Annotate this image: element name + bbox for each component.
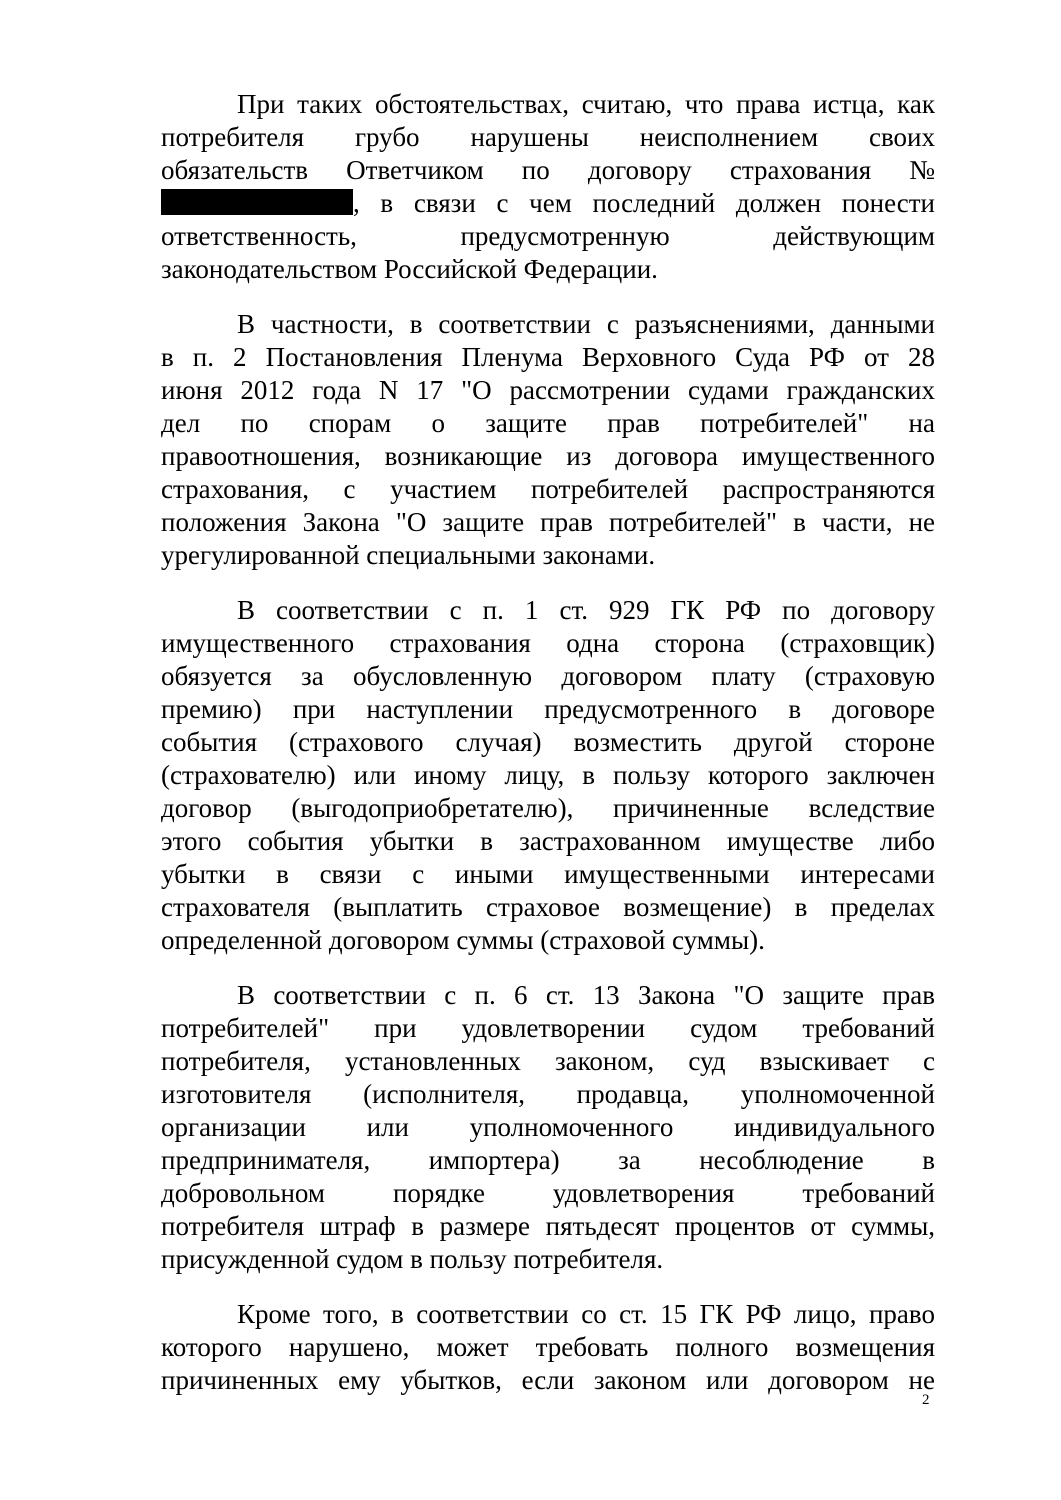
text-line: потребителя грубо нарушены неисполнением своих (161, 122, 935, 152)
text-line: этого события убытки в застрахованном имуществе либо (161, 826, 935, 856)
text-line: дел по спорам о защите прав потребителей" на (161, 408, 935, 438)
text-line: (страхователю) или иному лицу, в пользу которого заключен (161, 760, 935, 790)
text-line: договор (выгодоприобретателю), причиненные вследствие (161, 793, 935, 823)
text-line-with-redaction (161, 187, 935, 220)
text-line: причиненных ему убытков, если законом или договором не (161, 1365, 935, 1395)
paragraph-2 (161, 308, 935, 572)
text-line: потребителя, установленных законом, суд взыскивает с (161, 1046, 935, 1076)
paragraph-4 (161, 979, 935, 1276)
text-line: в п. 2 Постановления Пленума Верховного Суда РФ от 28 (161, 342, 935, 372)
text-line: добровольном порядке удовлетворения требований (161, 1178, 935, 1208)
text-line: страхования, с участием потребителей распространяются (161, 474, 935, 504)
text-line: июня 2012 года N 17 "О рассмотрении судами гражданских (161, 375, 935, 405)
page-number: 2 (922, 1392, 930, 1408)
text-line: В соответствии с п. 1 ст. 929 ГК РФ по договору (237, 595, 935, 625)
text-line: организации или уполномоченного индивидуального (161, 1112, 935, 1142)
text-line: страхователя (выплатить страховое возмещение) в пределах (161, 892, 935, 922)
document-body (161, 88, 935, 1419)
text-line: имущественного страхования одна сторона (страховщик) (161, 628, 935, 658)
text-line: изготовителя (исполнителя, продавца, уполномоченной (161, 1079, 935, 1109)
text-line: урегулированной специальными законами. (161, 540, 656, 570)
text-line: определенной договором суммы (страховой суммы). (161, 925, 765, 955)
paragraph-3 (161, 594, 935, 957)
redacted-contract-number (161, 189, 353, 215)
text-line: обязуется за обусловленную договором плату (страховую (161, 661, 935, 691)
text-line: потребителя штраф в размере пятьдесят процентов от суммы, (161, 1211, 935, 1241)
text-line: события (страхового случая) возместить другой стороне (161, 727, 935, 757)
text-line: При таких обстоятельствах, считаю, что права истца, как (237, 89, 935, 119)
text-line: присужденной судом в пользу потребителя. (161, 1244, 664, 1274)
paragraph-1 (161, 88, 935, 286)
text-line: положения Закона "О защите прав потребителей" в части, не (161, 507, 935, 537)
text-line: законодательством Российской Федерации. (161, 254, 658, 284)
text-line: убытки в связи с иными имущественными интересами (161, 859, 935, 889)
text-line: обязательств Ответчиком по договору страхования № (161, 155, 935, 185)
text-line: предпринимателя, импортера) за несоблюдение в (161, 1145, 935, 1175)
text-line: ответственность, предусмотренную действующим (161, 221, 935, 251)
text-line: потребителей" при удовлетворении судом требований (161, 1013, 935, 1043)
text-line: В соответствии с п. 6 ст. 13 Закона "О защите прав (237, 980, 935, 1010)
paragraph-5 (161, 1298, 935, 1397)
text-line: правоотношения, возникающие из договора имущественного (161, 441, 935, 471)
text-fragment: , в связи с чем последний должен понести (353, 188, 935, 218)
text-line: которого нарушено, может требовать полного возмещения (161, 1332, 935, 1362)
text-line: Кроме того, в соответствии со ст. 15 ГК РФ лицо, право (237, 1299, 935, 1329)
text-line: премию) при наступлении предусмотренного в договоре (161, 694, 935, 724)
text-line: В частности, в соответствии с разъяснениями, данными (237, 309, 935, 339)
